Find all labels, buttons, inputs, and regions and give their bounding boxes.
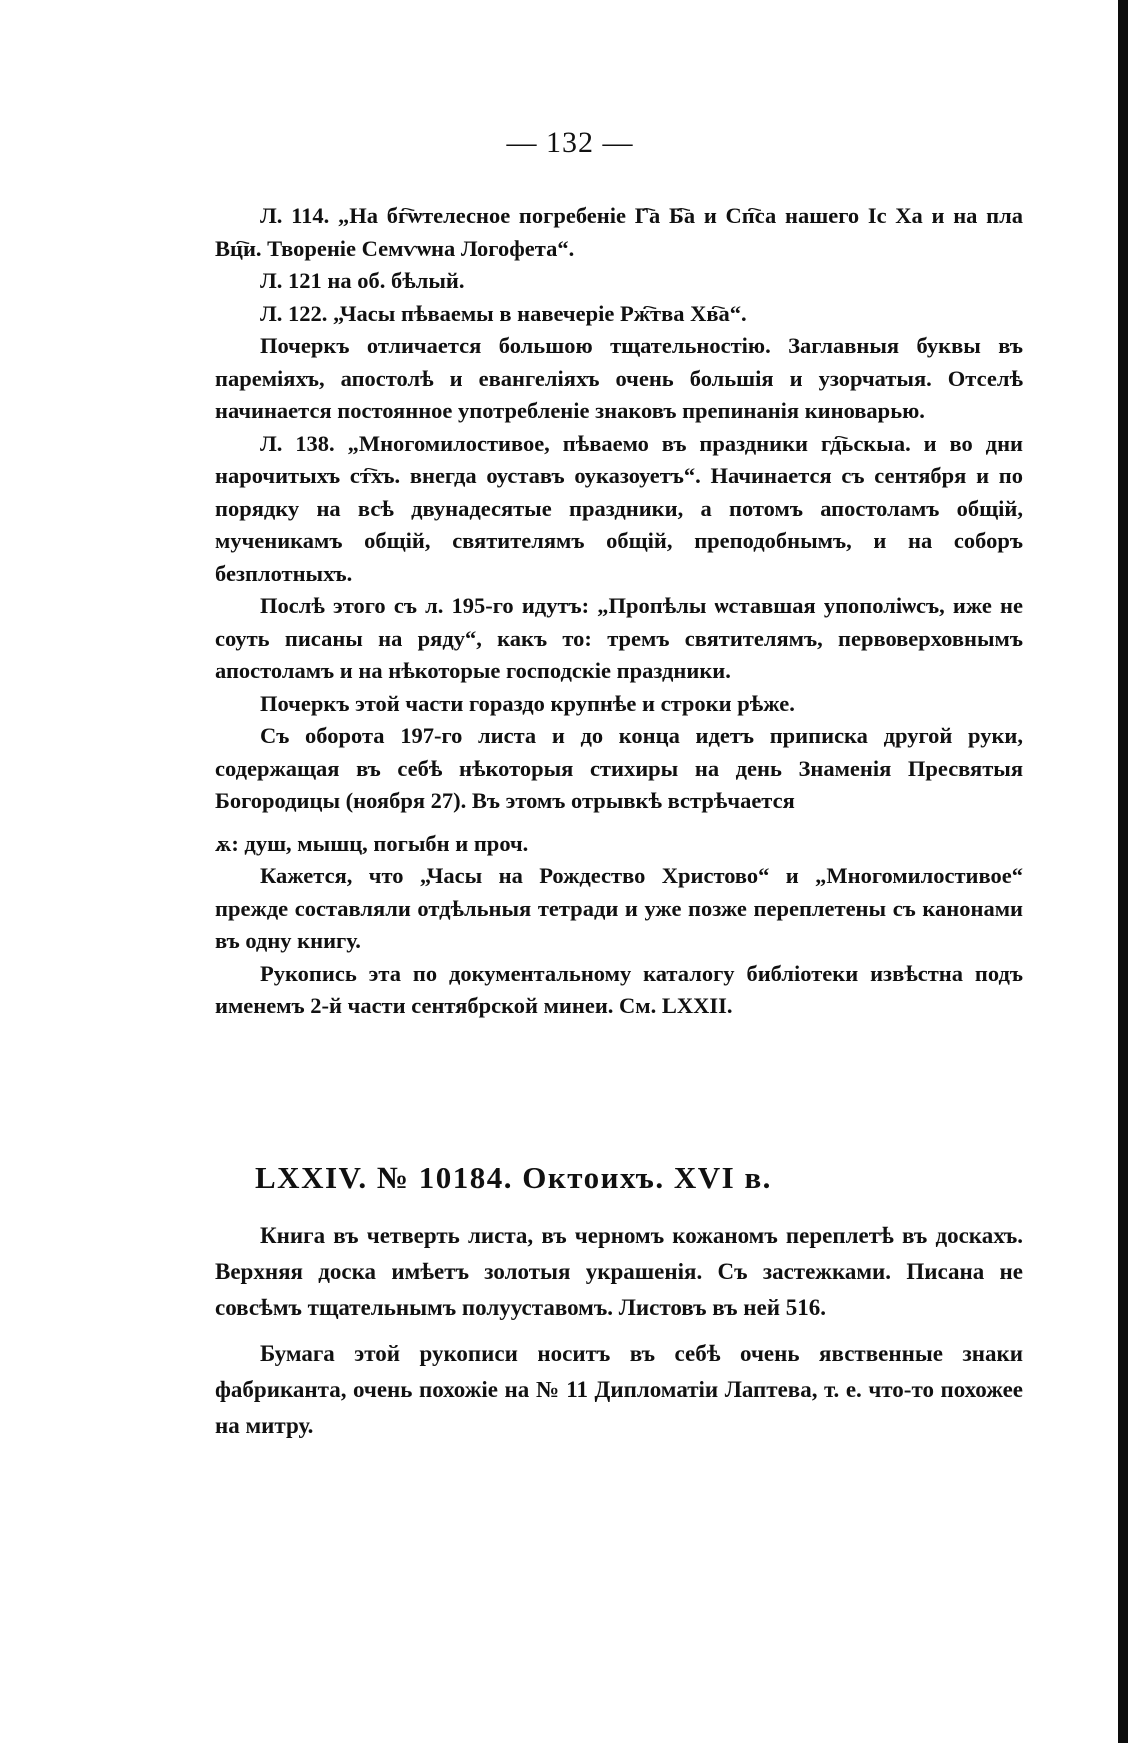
paragraph: Почеркъ отличается большою тщательностiю. Заглавныя буквы въ паремiяхъ, апостолѣ и евангелiяхъ очень большiя и узорчатыя. Отселѣ начинается постоянное употребленiе знаковъ препинанiя киноварью. [215,333,1023,423]
section-2-text [215,1218,1023,1444]
paragraph: Послѣ этого съ л. 195-го идутъ: „Пропѣлы ѡставшая упополiѡсъ, иже не соуть писаны на ряду“, какъ то: тремъ святителямъ, первоверховнымъ апостоламъ и на нѣкоторые господскiе праздники. [215,593,1023,683]
paragraph: Почеркъ этой части гораздо крупнѣе и строки рѣже. [260,690,795,716]
paragraph: Кажется, что „Часы на Рождество Христово“ и „Многомилостивое“ прежде составляли отдѣльныя тетради и уже позже переплетены съ канонами въ одну книгу. [215,863,1023,953]
paragraph: ѫ: душ, мышц, погыбн и проч. [215,830,529,856]
paragraph: Съ оборота 197-го листа и до конца идетъ приписка другой руки, содержащая въ себѣ нѣкоторыя стихиры на день Знаменiя Пресвятыя Богородицы (ноября 27). Въ этомъ отрывкѣ встрѣчается [215,723,1023,813]
paragraph: Л. 114. „На бг҇ѡтелесное погребенiе Г҇а Б҇а и Сп҇са нашего Iс Ха и на пла Вц҇и. Творенiе Семѵѡна Логофета“. [215,203,1023,261]
page-number: — 132 — [506,126,634,159]
paragraph: Бумага этой рукописи носитъ въ себѣ очень явственные знаки фабриканта, очень похожiе на № 11 Дипломатiи Лаптева, т. е. что-то похожее на митру. [215,1341,1023,1438]
page-edge-shadow [1118,0,1128,1743]
section-heading: LXXIV. № 10184. Октоихъ. XVI в. [255,1160,772,1195]
paragraph: Книга въ четверть листа, въ черномъ кожаномъ переплетѣ въ доскахъ. Верхняя доска имѣетъ золотыя украшенiя. Съ застежками. Писана не совсѣмъ тщательнымъ полууставомъ. Листовъ въ ней 516. [215,1223,1023,1320]
section-1-text [215,200,1023,1023]
paragraph: Л. 138. „Многомилостивое, пѣваемо въ праздники гд҇ьскыа. и во дни нарочитыхъ ст҇хъ. внегда оуставъ оуказоуетъ“. Начинается съ сентября и по порядку на всѣ двунадесятые праздники, а потомъ апостоламъ общiй, мученикамъ общiй, святителямъ общiй, преподобнымъ, и на соборъ безплотныхъ. [215,430,1023,586]
paragraph: Л. 122. „Часы пѣваемы в навечерiе Рж҇тва Хв҇а“. [260,300,747,326]
paragraph: Л. 121 на об. бѣлый. [260,268,465,293]
paragraph: Рукопись эта по документальному каталогу библiотеки извѣстна подъ именемъ 2-й части сентябрской минеи. См. LXXII. [215,960,1023,1018]
